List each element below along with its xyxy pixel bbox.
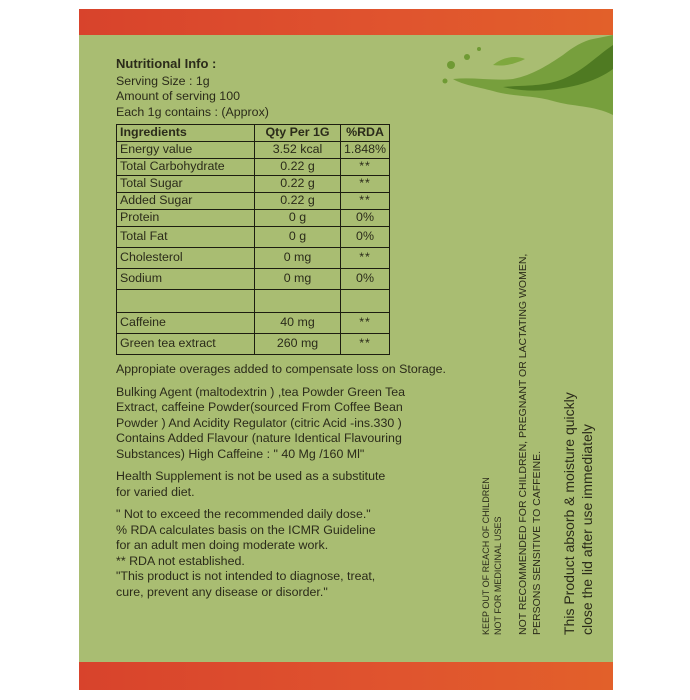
qty-cell: 0 mg	[255, 248, 341, 269]
ingredient-cell: Protein	[117, 210, 255, 227]
qty-cell: 0 g	[255, 227, 341, 248]
footnote-line: "This product is not intended to diagnose, treat,	[116, 569, 376, 583]
qty-cell: 0.22 g	[255, 193, 341, 210]
health-supplement-text	[116, 469, 446, 500]
footnote-line: cure, prevent any disease or disorder."	[116, 584, 328, 599]
table-row	[117, 176, 390, 193]
qty-cell: 0 g	[255, 210, 341, 227]
green-tea-splash-icon	[433, 35, 613, 115]
bulking-line: Substances) High Caffeine : " 40 Mg /160 Ml"	[116, 446, 365, 461]
rda-cell: **	[341, 334, 390, 355]
footnotes	[116, 507, 446, 600]
ingredient-cell: Total Carbohydrate	[117, 159, 255, 176]
bulking-line: Contains Added Flavour (nature Identical Flavouring	[116, 431, 402, 445]
keep-out-line: KEEP OUT OF REACH OF CHILDREN	[481, 477, 491, 635]
qty-cell: 40 mg	[255, 313, 341, 334]
table-row	[117, 193, 390, 210]
ingredient-cell: Green tea extract	[117, 334, 255, 355]
rda-cell: 1.848%	[341, 142, 390, 159]
ingredient-cell: Added Sugar	[117, 193, 255, 210]
not-recommended-line: PERSONS SENSITIVE TO CAFFEINE.	[531, 451, 543, 635]
qty-cell	[255, 290, 341, 313]
header-qty: Qty Per 1G	[255, 125, 341, 142]
ingredient-cell: Energy value	[117, 142, 255, 159]
bulking-line: Extract, caffeine Powder(sourced From Coffee Bean	[116, 400, 403, 414]
rda-cell: **	[341, 248, 390, 269]
table-row	[117, 210, 390, 227]
qty-cell: 0.22 g	[255, 159, 341, 176]
rda-cell: 0%	[341, 269, 390, 290]
nutrition-heading: Nutritional Info :	[116, 56, 217, 71]
rda-cell: **	[341, 159, 390, 176]
footnote-line: % RDA calculates basis on the ICMR Guideline	[116, 522, 376, 537]
rda-cell: 0%	[341, 210, 390, 227]
bulking-line: Powder ) And Acidity Regulator (citric Acid -ins.330 )	[116, 415, 402, 430]
overages-note: Appropiate overages added to compensate loss on Storage.	[116, 362, 446, 376]
absorb-line: This Product absorb & moisture quickly	[561, 392, 577, 635]
rda-cell: 0%	[341, 227, 390, 248]
ingredient-cell	[117, 290, 255, 313]
qty-cell: 0 mg	[255, 269, 341, 290]
table-row	[117, 248, 390, 269]
keep-out-of-reach-text	[480, 477, 504, 635]
rda-cell: **	[341, 176, 390, 193]
table-row	[117, 159, 390, 176]
not-recommended-line: NOT RECOMMENDED FOR CHILDREN, PREGNANT OR LACTATING WOMEN,	[517, 253, 529, 635]
absorb-moisture-text	[560, 392, 596, 635]
table-row	[117, 269, 390, 290]
table-row	[117, 227, 390, 248]
keep-out-line: NOT FOR MEDICINAL USES	[493, 516, 503, 635]
footnote-line: " Not to exceed the recommended daily dose."	[116, 507, 371, 521]
header-ingredients: Ingredients	[117, 125, 255, 142]
table-row-empty	[117, 290, 390, 313]
qty-cell: 0.22 g	[255, 176, 341, 193]
qty-cell: 3.52 kcal	[255, 142, 341, 159]
footnote-line: for an adult men doing moderate work.	[116, 538, 329, 552]
each-contains: Each 1g contains : (Approx)	[116, 104, 269, 119]
qty-cell: 260 mg	[255, 334, 341, 355]
amount-of-serving: Amount of serving 100	[116, 89, 240, 103]
nutrition-content	[116, 56, 446, 600]
nutrition-table	[116, 124, 390, 355]
ingredient-cell: Total Fat	[117, 227, 255, 248]
rda-cell	[341, 290, 390, 313]
serving-size: Serving Size : 1g	[116, 73, 210, 88]
ingredient-cell: Sodium	[117, 269, 255, 290]
footnote-line: ** RDA not established.	[116, 553, 245, 568]
header-rda: %RDA	[341, 125, 390, 142]
absorb-line: close the lid after use immediately	[579, 424, 595, 635]
bottom-red-band	[79, 662, 613, 690]
ingredient-cell: Total Sugar	[117, 176, 255, 193]
bulking-agent-text	[116, 385, 446, 463]
top-red-band	[79, 9, 613, 35]
health-line: Health Supplement is not be used as a substitute	[116, 469, 386, 483]
bulking-line: Bulking Agent (maltodextrin ) ,tea Powder Green Tea	[116, 384, 406, 399]
table-row	[117, 313, 390, 334]
rda-cell: **	[341, 313, 390, 334]
table-row	[117, 334, 390, 355]
ingredient-cell: Cholesterol	[117, 248, 255, 269]
label-panel	[79, 9, 613, 690]
health-line: for varied diet.	[116, 484, 195, 499]
rda-cell: **	[341, 193, 390, 210]
table-row	[117, 142, 390, 159]
not-recommended-text	[516, 254, 544, 635]
table-header-row	[117, 125, 390, 142]
ingredient-cell: Caffeine	[117, 313, 255, 334]
